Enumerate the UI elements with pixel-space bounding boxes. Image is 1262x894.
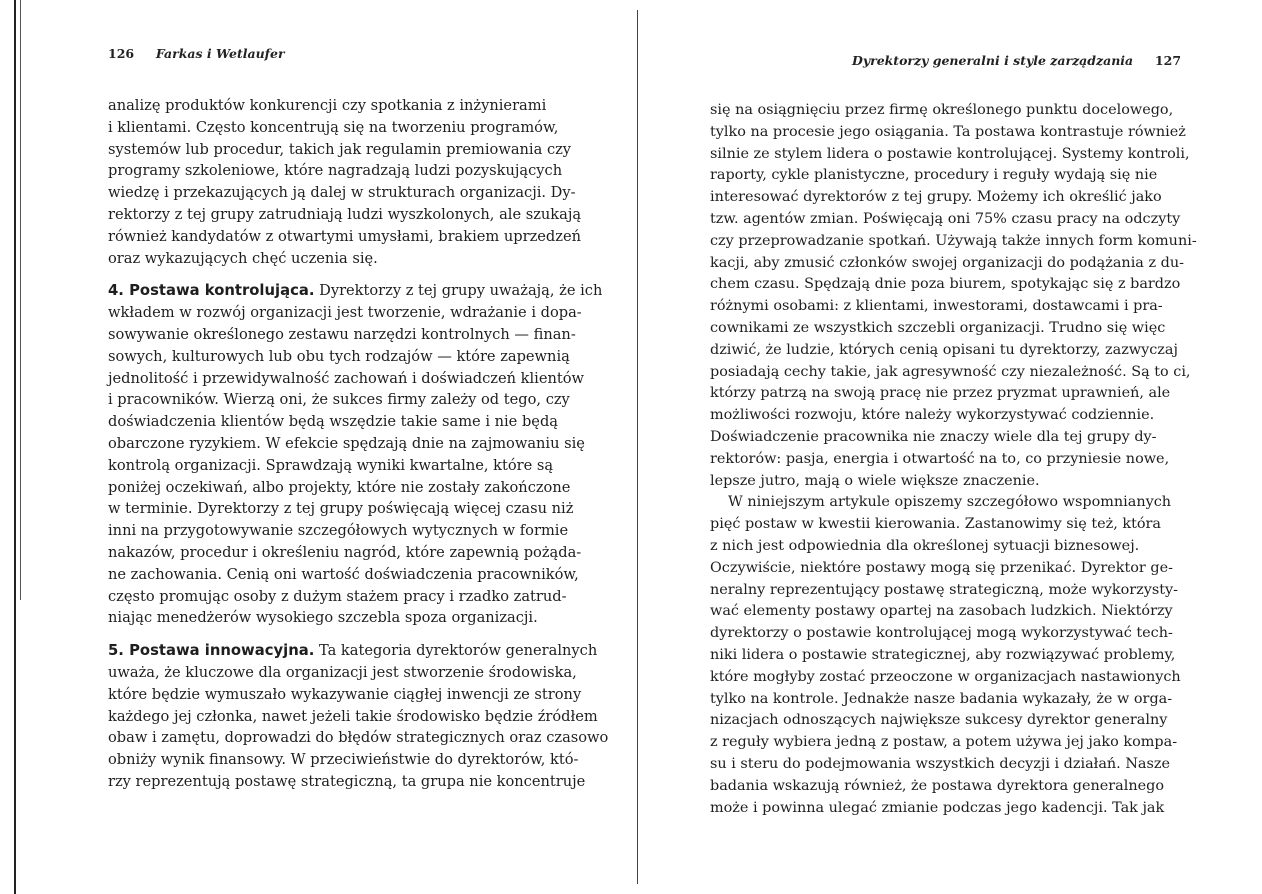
text-line: często promując osoby z dużym stażem pracy i rzadko zatrud-	[108, 587, 567, 605]
text-line: dyrektorzy o postawie kontrolującej mogą wykorzystywać tech-	[710, 625, 1173, 642]
text-line: oraz wykazujących chęć uczenia się.	[108, 249, 378, 267]
text-line: systemów lub procedur, takich jak regulamin premiowania czy	[108, 140, 572, 158]
running-head-title-left: Farkas i Wetlaufer	[155, 46, 285, 61]
text-line: chem czasu. Spędzają dnie poza biurem, spotykając się z bardzo	[710, 276, 1181, 293]
page-number-left: 126	[108, 46, 135, 61]
running-head-right	[852, 53, 1181, 68]
text-line: doświadczenia klientów będą wszędzie takie same i nie będą	[108, 413, 558, 431]
text-line: silnie ze stylem lidera o postawie kontrolującej. Systemy kontroli,	[710, 145, 1190, 162]
text-line: w terminie. Dyrektorzy z tej grupy poświęcają więcej czasu niż	[108, 500, 574, 518]
text-line: które będzie wymuszało wykazywanie ciągłej inwencji ze strony	[108, 685, 582, 703]
text-line: z reguły wybiera jedną z postaw, a potem używa jej jako kompa-	[710, 734, 1178, 751]
text-line: również kandydatów z otwartymi umysłami, brakiem uprzedzeń	[108, 227, 581, 245]
text-line: obarczone ryzykiem. W efekcie spędzają dnie na zajmowaniu się	[108, 434, 585, 452]
text-line: posiadają cechy takie, jak agresywność czy niezależność. Są to ci,	[710, 363, 1191, 380]
text-fragment: Ta kategoria dyrektorów generalnych	[314, 642, 598, 660]
text-line: niając menedżerów wysokiego szczebla spoza organizacji.	[108, 609, 538, 627]
text-line: nakazów, procedur i określeniu nagród, które zapewnią pożąda-	[108, 543, 582, 561]
text-line: każdego jej członka, nawet jeżeli takie środowisko będzie źródłem	[108, 707, 598, 725]
text-line: interesować dyrektorów z tej grupy. Możemy ich określić jako	[710, 189, 1162, 206]
text-line: poniżej oczekiwań, albo projekty, które nie zostały zakończone	[108, 478, 571, 496]
text-line: raporty, cykle planistyczne, procedury i reguły wydają się nie	[710, 167, 1158, 184]
text-line: nizacjach odnoszących największe sukcesy dyrektor generalny	[710, 712, 1168, 729]
text-line: czy przeprowadzanie spotkań. Używają także innych form komuni-	[710, 232, 1197, 249]
left-page	[0, 0, 630, 894]
text-line: rektorzy z tej grupy zatrudniają ludzi wyszkolonych, ale szukają	[108, 205, 582, 223]
text-line: tylko na procesie jego osiągania. Ta postawa kontrastuje również	[710, 123, 1186, 140]
section-4-heading: 4. Postawa kontrolująca.	[108, 282, 315, 300]
running-head-left	[108, 46, 285, 61]
section-5-heading: 5. Postawa innowacyjna.	[108, 642, 315, 660]
text-line: z nich jest odpowiednia dla określonej sytuacji biznesowej.	[710, 537, 1140, 554]
text-line: dziwić, że ludzie, których cenią opisani tu dyrektorzy, zazwyczaj	[710, 341, 1178, 358]
text-line: i klientami. Często koncentrują się na tworzeniu programów,	[108, 118, 559, 136]
left-text-block	[108, 95, 608, 793]
text-line: możliwości rozwoju, które należy wykorzystywać codziennie.	[710, 407, 1155, 424]
text-line: niki lidera o postawie strategicznej, aby rozwiązywać problemy,	[710, 646, 1176, 663]
text-line: się na osiągnięciu przez firmę określonego punktu docelowego,	[710, 102, 1174, 118]
text-line: inni na przygotowywanie szczegółowych wytycznych w formie	[108, 522, 569, 540]
text-line: pięć postaw w kwestii kierowania. Zastanowimy się też, która	[710, 516, 1162, 533]
text-line: którzy patrzą na swoją pracę nie przez pryzmat uprawnień, ale	[710, 385, 1171, 402]
text-line: wkładem w rozwój organizacji jest tworzenie, wdrażanie i dopa-	[108, 304, 582, 322]
running-head-title-right: Dyrektorzy generalni i style zarządzania	[852, 53, 1134, 68]
text-line: sowych, kulturowych lub obu tych rodzajów — które zapewnią	[108, 347, 570, 365]
text-line: rzy reprezentują postawę strategiczną, ta grupa nie koncentruje	[108, 772, 586, 790]
text-line: kacji, aby zmusić członków swojej organizacji do podążania z du-	[710, 254, 1184, 271]
text-line: Doświadczenie pracownika nie znaczy wiele dla tej grupy dy-	[710, 428, 1157, 445]
text-line: cownikami ze wszystkich szczebli organizacji. Trudno się więc	[710, 319, 1166, 336]
text-line: programy szkoleniowe, które nagradzają ludzi pozyskujących	[108, 162, 563, 180]
page-number-right: 127	[1154, 53, 1182, 68]
text-line: obaw i zamętu, doprowadzi do błędów strategicznych oraz czasowo	[108, 729, 609, 747]
text-line: wać elementy postawy opartej na zasobach ludzkich. Niektórzy	[710, 603, 1173, 620]
text-line: tzw. agentów zmian. Poświęcają oni 75% czasu pracy na odczyty	[710, 210, 1181, 227]
text-line: analizę produktów konkurencji czy spotkania z inżynierami	[108, 97, 547, 114]
text-line: uważa, że kluczowe dla organizacji jest stworzenie środowiska,	[108, 663, 577, 681]
text-line: jednolitość i przewidywalność zachowań i doświadczeń klientów	[108, 369, 585, 387]
text-line: wiedzę i przekazujących ją dalej w strukturach organizacji. Dy-	[108, 184, 576, 202]
right-text-block	[710, 100, 1197, 819]
text-line: sowywanie określonego zestawu narzędzi kontrolnych — finan-	[108, 325, 576, 343]
text-line: różnymi osobami: z klientami, inwestorami, dostawcami i pra-	[710, 298, 1163, 315]
text-line: i pracowników. Wierzą oni, że sukces firmy zależy od tego, czy	[108, 391, 570, 409]
text-line: neralny reprezentujący postawę strategiczną, może wykorzysty-	[710, 581, 1179, 598]
paragraph-first-line: W niniejszym artykule opiszemy szczegółowo wspomnianych	[728, 494, 1172, 511]
text-line: badania wskazują również, że postawa dyrektora generalnego	[710, 777, 1164, 794]
text-line: które mogłyby zostać przeoczone w organizacjach nastawionych	[710, 668, 1181, 685]
text-line: Oczywiście, niektóre postawy mogą się przenikać. Dyrektor ge-	[710, 559, 1173, 576]
text-line: su i steru do podejmowania wszystkich decyzji i działań. Nasze	[710, 755, 1170, 772]
text-line: tylko na kontrole. Jednakże nasze badania wykazały, że w orga-	[710, 690, 1173, 707]
text-line: rektorów: pasja, energia i otwartość na to, co przyniesie nowe,	[710, 450, 1170, 467]
text-line: ne zachowania. Cenią oni wartość doświadczenia pracowników,	[108, 565, 579, 583]
text-fragment: Dyrektorzy z tej grupy uważają, że ich	[314, 282, 603, 300]
section-4-first-line	[108, 280, 608, 302]
section-5-first-line	[108, 640, 608, 662]
right-page	[630, 0, 1262, 894]
text-line: może i powinna ulegać zmianie podczas jego kadencji. Tak jak	[710, 799, 1165, 816]
text-line: obniży wynik finansowy. W przeciwieństwie do dyrektorów, któ-	[108, 751, 579, 769]
text-line: lepsze jutro, mają o wiele większe znaczenie.	[710, 472, 1040, 489]
text-line: kontrolą organizacji. Sprawdzają wyniki kwartalne, które są	[108, 456, 554, 474]
